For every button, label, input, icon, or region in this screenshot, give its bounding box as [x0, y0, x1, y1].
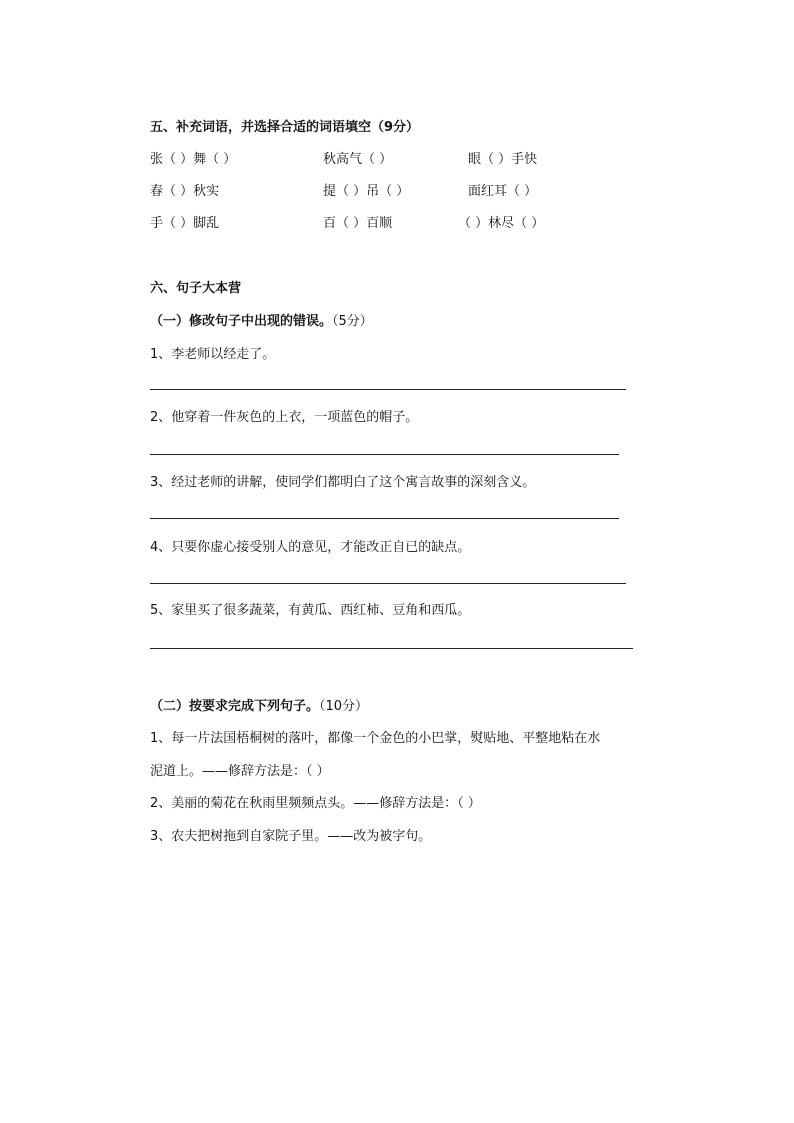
part2-title: （二）按要求完成下列句子。 [150, 699, 320, 714]
part1-score: （5分） [332, 314, 373, 329]
sentence-item: 1、李老师以经走了。 [150, 347, 276, 362]
fill-item: 张（ ）舞（ ） [150, 152, 237, 167]
sentence-item: 3、经过老师的讲解，使同学们都明白了这个寓言故事的深刻含义。 [150, 475, 536, 490]
fill-item: 春（ ）秋实 [150, 184, 220, 199]
part1-title: （一）修改句子中出现的错误。 [150, 314, 333, 329]
fill-item: 眼（ ）手快 [468, 152, 538, 167]
sentence-item: 5、家里买了很多蔬菜，有黄瓜、西红柿、豆角和西瓜。 [150, 603, 471, 618]
answer-line [150, 454, 619, 455]
fill-item: 秋高气（ ） [323, 152, 393, 167]
part2-score: （10分） [319, 699, 369, 714]
sentence-item: 4、只要你虚心接受别人的意见，才能改正自已的缺点。 [150, 540, 471, 555]
fill-item: 百（ ）百顺 [323, 216, 393, 231]
answer-line [150, 518, 619, 519]
sentence-item: 2、美丽的菊花在秋雨里频频点头。——修辞方法是：（ ） [150, 796, 481, 811]
sentence-item: 3、农夫把树拖到自家院子里。——改为被字句。 [150, 829, 432, 844]
answer-line [150, 389, 626, 390]
sentence-item: 2、他穿着一件灰色的上衣，一项蓝色的帽子。 [150, 410, 419, 425]
part2-heading [150, 699, 368, 715]
fill-item: 手（ ）脚乱 [150, 216, 220, 231]
part1-heading [150, 314, 373, 330]
answer-line [150, 648, 633, 649]
section5-title: 五、补充词语，并选择合适的词语填空（9分） [150, 120, 420, 135]
answer-line [150, 583, 626, 584]
section6-title: 六、句子大本营 [150, 281, 242, 296]
fill-item: 面红耳（ ） [468, 184, 538, 199]
fill-item: 提（ ）吊（ ） [323, 184, 410, 199]
fill-item: （ ）林尽（ ） [458, 216, 545, 231]
sentence-item: 泥道上。——修辞方法是：（ ） [150, 764, 330, 779]
sentence-item: 1、每一片法国梧桐树的落叶，都像一个金色的小巴掌，熨贴地、平整地粘在水 [150, 731, 601, 746]
